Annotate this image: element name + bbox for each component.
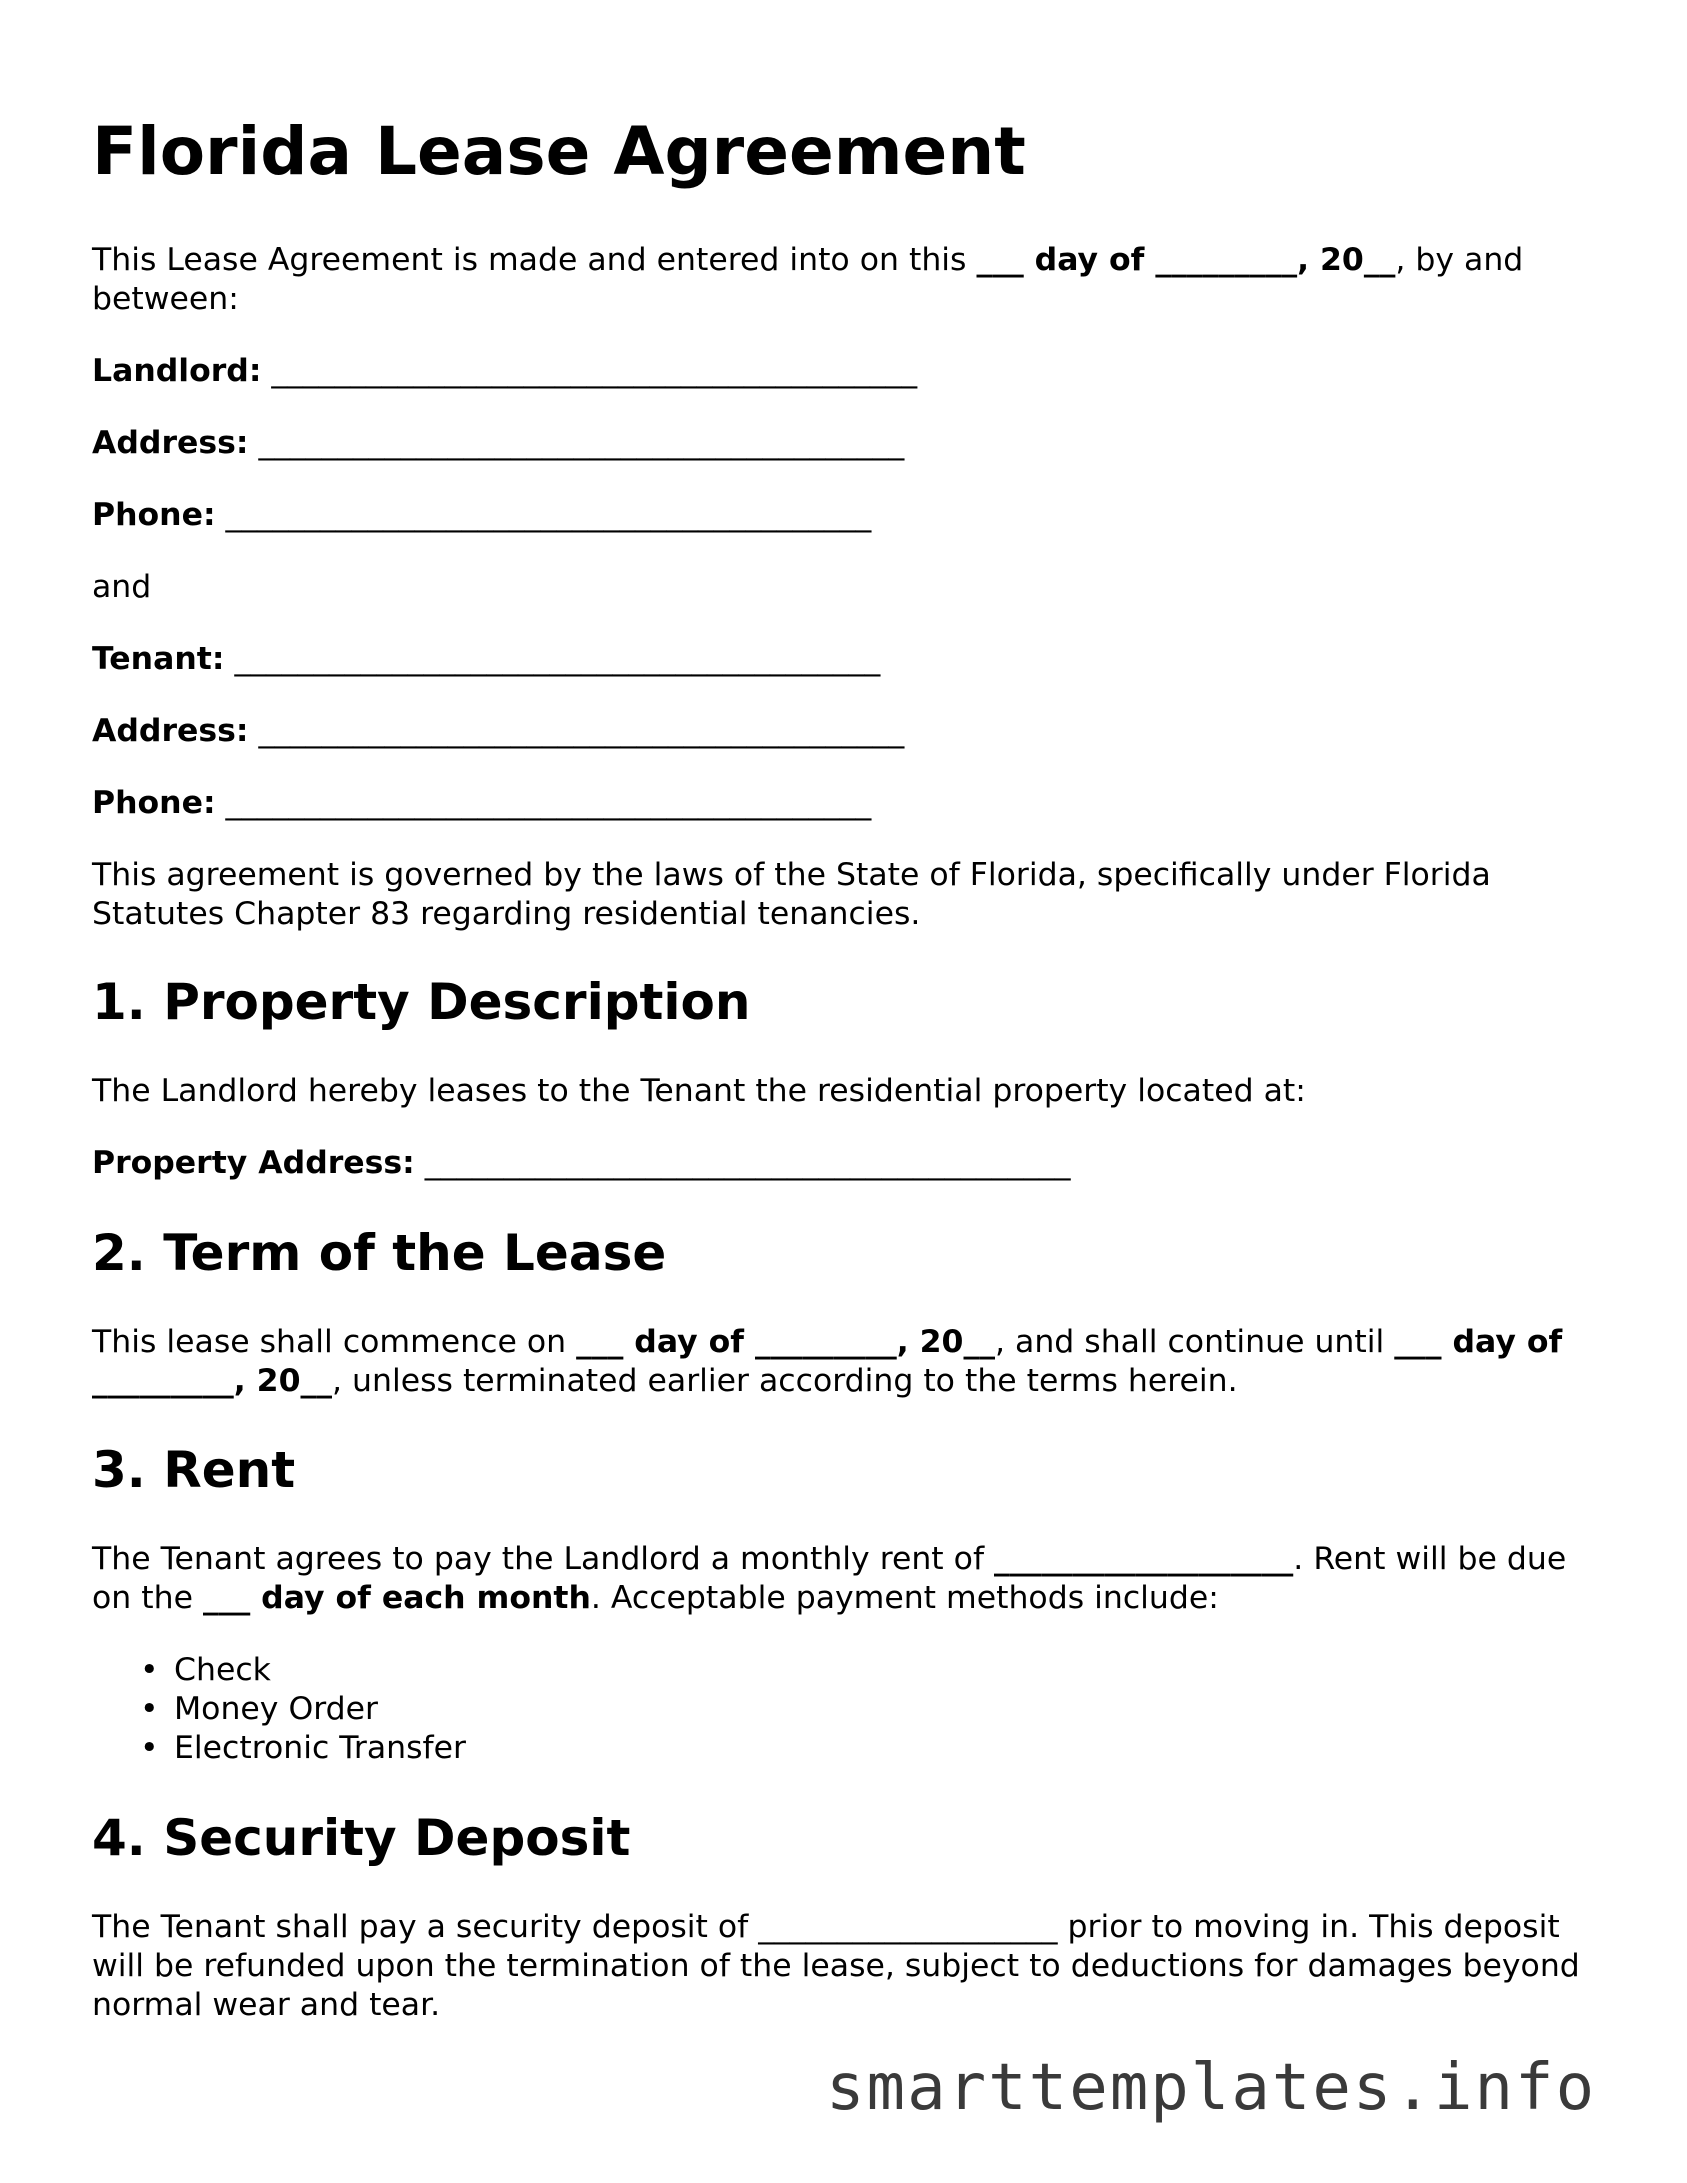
rent-text-1: The Tenant agrees to pay the Landlord a monthly rent of <box>92 1541 995 1577</box>
property-address-line <box>92 1144 1602 1183</box>
deposit-text-2: prior to moving in. This deposit will be refunded upon the termination of the lease, subject to deductions for damages beyond normal wear and tear. <box>92 1909 1580 2023</box>
term-text-3: , unless terminated earlier according to the terms herein. <box>332 1363 1238 1399</box>
deposit-amount-blank: ___________________ <box>758 1909 1058 1945</box>
term-text-2: , and shall continue until <box>994 1324 1395 1360</box>
landlord-name-blank: _________________________________________ <box>261 353 918 389</box>
list-item <box>92 1690 466 1729</box>
section-1-heading: 1. Property Description <box>92 973 751 1031</box>
payment-methods-list <box>92 1651 466 1768</box>
section-3-heading: 3. Rent <box>92 1441 296 1499</box>
landlord-address-line <box>92 424 1602 463</box>
bullet-icon: • <box>140 1730 159 1766</box>
tenant-name-blank: _________________________________________ <box>224 641 881 677</box>
governing-law-paragraph: This agreement is governed by the laws of the State of Florida, specifically under Florida Statutes Chapter 83 regarding residential tenancies. <box>92 857 1491 932</box>
deposit-paragraph <box>92 1908 1602 2025</box>
tenant-name-label: Tenant: <box>92 641 225 677</box>
landlord-name-label: Landlord: <box>92 353 262 389</box>
and-text: and <box>92 569 152 605</box>
landlord-name-line <box>92 352 1602 391</box>
payment-method-label: Electronic Transfer <box>174 1730 466 1766</box>
landlord-address-blank: _________________________________________ <box>248 425 905 461</box>
tenant-phone-blank: _________________________________________ <box>215 785 872 821</box>
payment-method-label: Money Order <box>174 1691 378 1727</box>
tenant-address-line <box>92 712 1602 751</box>
term-end-date-blank: ___ day of _________, 20__ <box>92 1324 1563 1399</box>
list-item <box>92 1651 466 1690</box>
payment-method-label: Check <box>174 1652 271 1688</box>
landlord-phone-blank: _________________________________________ <box>215 497 872 533</box>
rent-text-3: . Acceptable payment methods include: <box>590 1580 1219 1616</box>
term-text-1: This lease shall commence on <box>92 1324 577 1360</box>
tenant-address-label: Address: <box>92 713 249 749</box>
section-4-heading: 4. Security Deposit <box>92 1809 631 1867</box>
rent-due-day: ___ day of each month <box>202 1580 591 1616</box>
property-paragraph: The Landlord hereby leases to the Tenant the residential property located at: <box>92 1073 1306 1109</box>
intro-date-blank: ___ day of _________, 20__ <box>976 242 1396 278</box>
property-address-blank: _________________________________________ <box>414 1145 1071 1181</box>
tenant-phone-label: Phone: <box>92 785 216 821</box>
landlord-address-label: Address: <box>92 425 249 461</box>
landlord-phone-line <box>92 496 1602 535</box>
tenant-phone-line <box>92 784 1602 823</box>
rent-amount-blank: ___________________ <box>994 1541 1294 1577</box>
section-2-heading: 2. Term of the Lease <box>92 1224 667 1282</box>
tenant-address-blank: _________________________________________ <box>248 713 905 749</box>
property-address-label: Property Address: <box>92 1145 415 1181</box>
term-start-date-blank: ___ day of _________, 20__ <box>576 1324 995 1360</box>
rent-paragraph <box>92 1540 1602 1618</box>
site-watermark: smarttemplates.info <box>826 2051 1597 2125</box>
intro-text-2: , by and between: <box>92 242 1524 317</box>
intro-text-1: This Lease Agreement is made and entered into on this <box>92 242 977 278</box>
intro-paragraph <box>92 241 1602 319</box>
deposit-text-1: The Tenant shall pay a security deposit of <box>92 1909 759 1945</box>
tenant-name-line <box>92 640 1602 679</box>
list-item <box>92 1729 466 1768</box>
bullet-icon: • <box>140 1652 159 1688</box>
rent-text-2: . Rent will be due on the <box>92 1541 1567 1616</box>
term-paragraph <box>92 1323 1602 1401</box>
landlord-phone-label: Phone: <box>92 497 216 533</box>
document-title: Florida Lease Agreement <box>92 113 1026 190</box>
bullet-icon: • <box>140 1691 159 1727</box>
